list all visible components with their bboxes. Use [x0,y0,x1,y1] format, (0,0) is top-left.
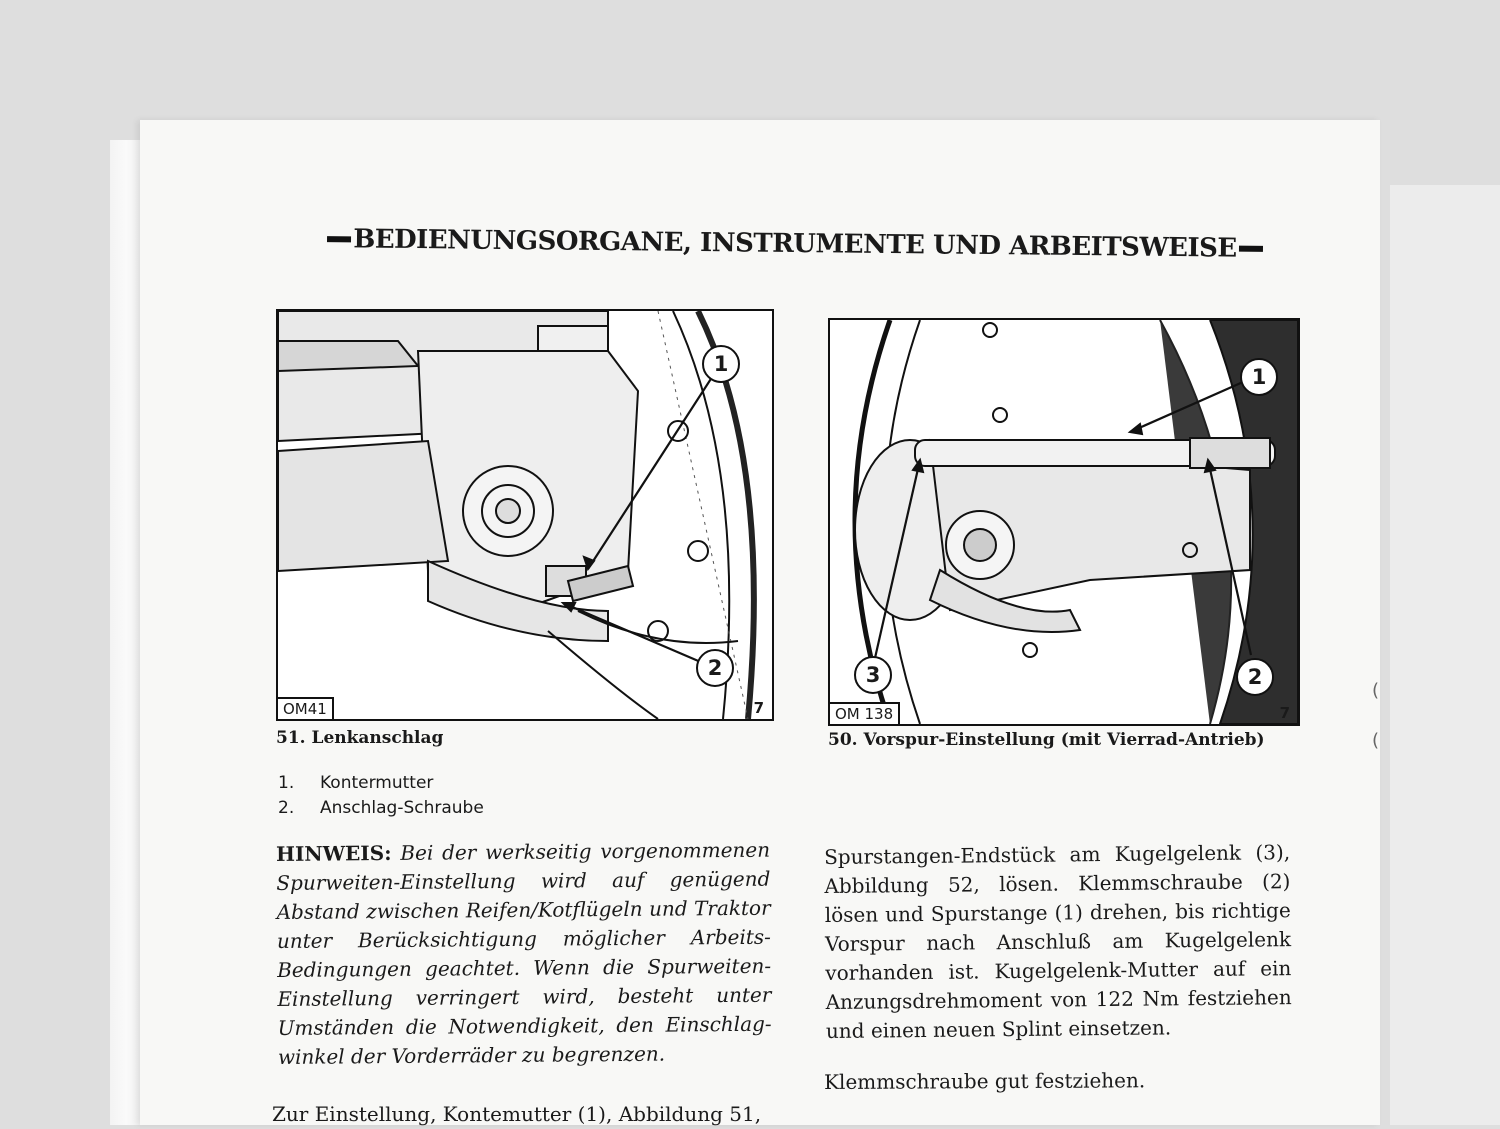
note-text: Bei der werkseitig vorgenommenen Spurweiten-Einstellung wird auf genügend Abstand zwischen Reifen/Kotflügeln und Traktor unter Berücksichtigung möglicher Arbeits-Bedingungen geachtet. Wenn die Spurweiten-Einstellung verringert wird, besteht unter Umständen die Notwendigkeit, den Einschlag-winkel der Vorderräder zu begrenzen. [276,837,772,1069]
header-rule-right [1239,246,1263,252]
right-closing-line: Klemmschraube gut festziehen. [824,1068,1146,1094]
header-rule-left [327,236,351,242]
callout-2: 2 [1236,658,1274,696]
figure-51-steering-stop [276,309,774,721]
legend-label: Anschlag-Schraube [320,798,484,818]
callout-1: 1 [1240,358,1278,396]
legend-number: 1. [278,773,295,793]
margin-mark: ( [1372,680,1380,701]
margin-mark: ( [1372,730,1380,751]
figure-50-drawing [830,320,1298,724]
figure-mark: 7 [1279,704,1290,722]
left-bottom-line: Zur Einstellung, Kontemutter (1), Abbildung 51, [272,1102,762,1126]
callout-3: 3 [854,656,892,694]
legend-label: Kontermutter [320,773,434,793]
figure-50-caption: 50. Vorspur-Einstellung (mit Vierrad-Antrieb) [828,730,1265,750]
callout-1: 1 [702,345,740,383]
background-surface [1390,185,1500,1125]
legend-number: 2. [278,798,295,818]
callout-2: 2 [696,649,734,687]
right-paragraph: Spurstangen-Endstück am Kugelgelenk (3), Abbildung 52, lösen. Klemmschraube (2) lösen und Spurstange (1) drehen, bis richtige Vorspur nach Anschluß am Kugelgelenk vorhanden ist. Kugelgelenk-Mutter auf ein Anzungsdrehmoment von 122 Nm festziehen und einen neuen Splint einsetzen. [824,840,1292,1043]
figure-code: OM 138 [830,702,900,724]
legend-item [278,798,484,818]
figure-50-toe-in-adjustment [828,318,1300,726]
note-paragraph [276,836,772,1072]
figure-51-caption: 51. Lenkanschlag [276,728,444,748]
figure-code: OM41 [278,697,334,719]
note-label: HINWEIS: [276,840,392,866]
legend-item [278,773,433,793]
figure-mark: 7 [753,699,764,717]
page-title: BEDIENUNGSORGANE, INSTRUMENTE UND ARBEITSWEISE [353,224,1237,264]
